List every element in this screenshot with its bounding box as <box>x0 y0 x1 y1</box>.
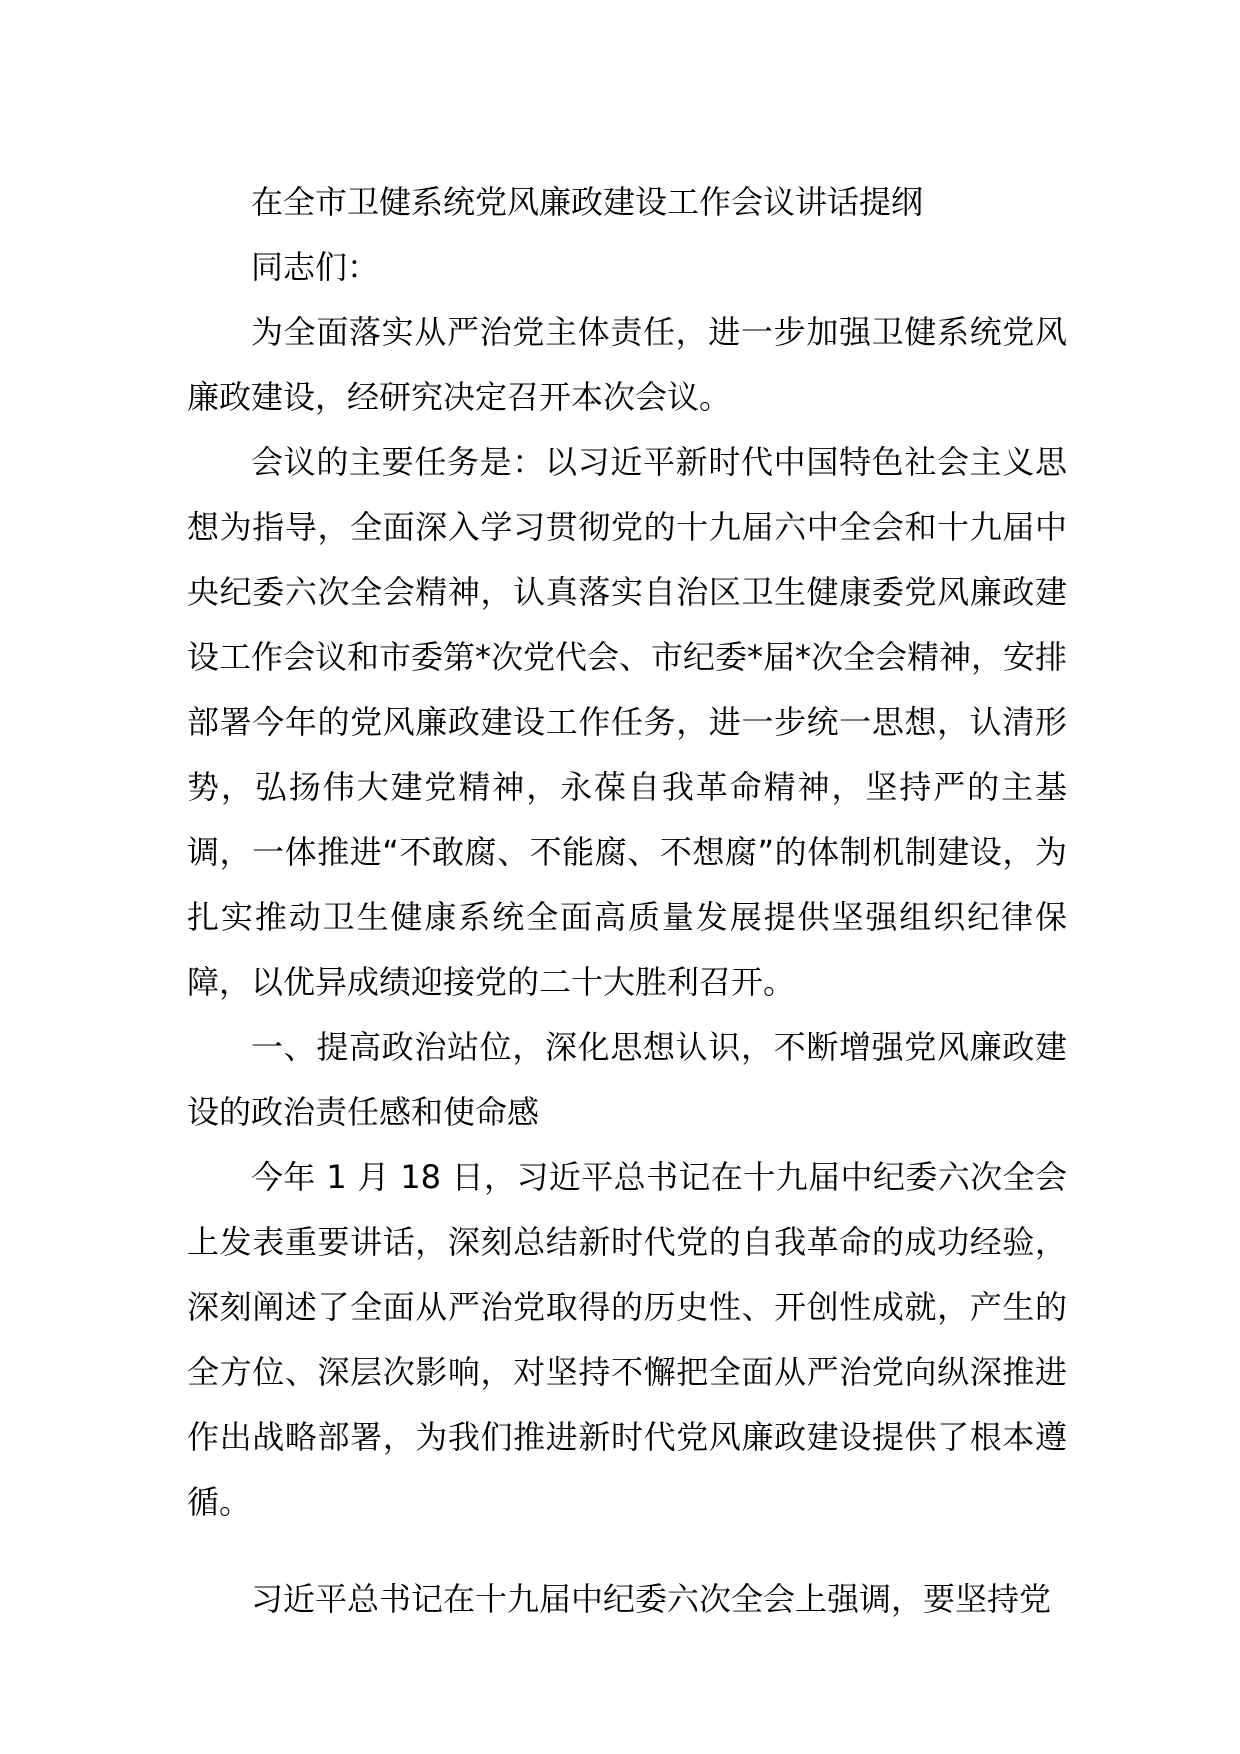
paragraph-main-tasks: 会议的主要任务是：以习近平新时代中国特色社会主义思想为指导，全面深入学习贯彻党的十九届六中全会和十九届中央纪委六次全会精神，认真落实自治区卫生健康委党风廉政建设工作会议和市委第*次党代会、市纪委*届*次全会精神，安排部署今年的党风廉政建设工作任务，进一步统一思想，认清形势，弘扬伟大建党精神，永葆自我革命精神，坚持严的主基调，一体推进“不敢腐、不能腐、不想腐”的体制机制建设，为扎实推动卫生健康系统全面高质量发展提供坚强组织纪律保障，以优异成绩迎接党的二十大胜利召开。 <box>187 443 1068 1001</box>
document-title: 在全市卫健系统党风廉政建设工作会议讲话提纲 <box>251 183 924 221</box>
salutation: 同志们： <box>251 248 380 286</box>
paragraph-intro: 为全面落实从严治党主体责任，进一步加强卫健系统党风廉政建设，经研究决定召开本次会议。 <box>187 313 1067 416</box>
paragraph-speech-summary: 今年 1 月 18 日，习近平总书记在十九届中纪委六次全会上发表重要讲话，深刻总结新时代党的自我革命的成功经验，深刻阐述了全面从严治党取得的历史性、开创性成就，产生的全方位、深层次影响，对坚持不懈把全面从严治党向纵深推进作出战略部署，为我们推进新时代党风廉政建设提供了根本遵循。 <box>187 1158 1067 1521</box>
paragraph-continuation: 习近平总书记在十九届中纪委六次全会上强调，要坚持党 <box>251 1580 1052 1618</box>
document-body <box>187 170 1067 1632</box>
section-heading-one: 一、提高政治站位，深化思想认识，不断增强党风廉政建设的政治责任感和使命感 <box>187 1028 1067 1131</box>
